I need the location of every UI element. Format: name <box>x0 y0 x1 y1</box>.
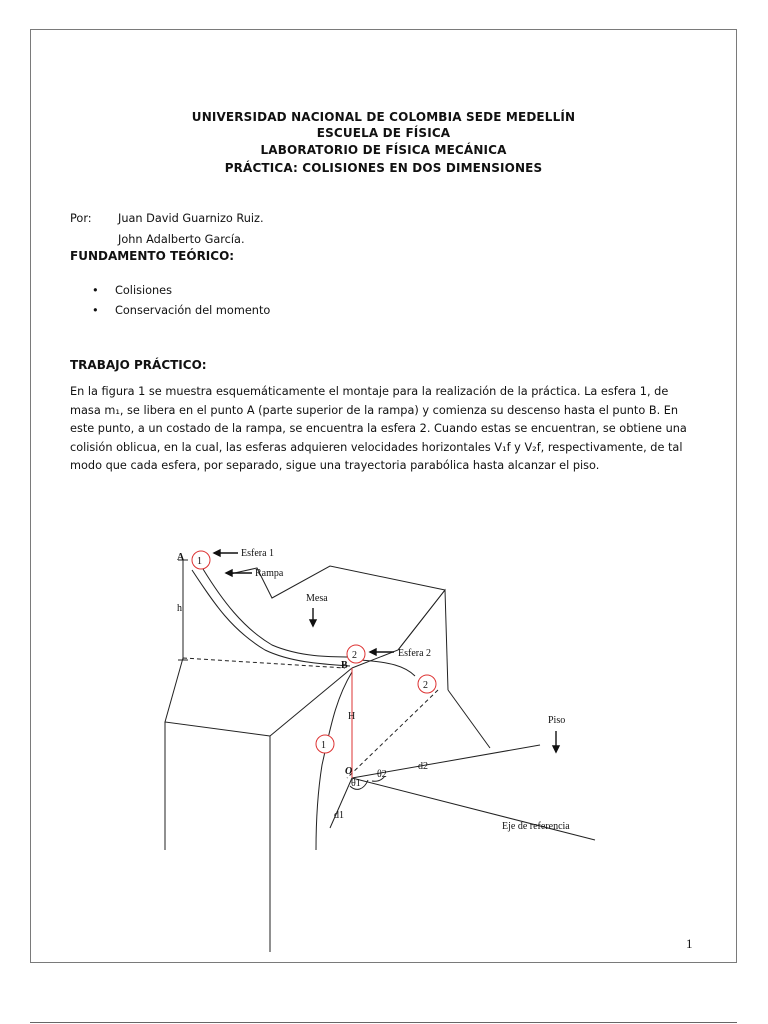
eje-referencia-label: Eje de referencia <box>502 821 570 832</box>
sphere-number-label: 2 <box>423 680 428 691</box>
paragraph-line: masa m₁, se libera en el punto A (parte superior de la rampa) y comienza su descenso hasta el punto B. En <box>70 403 679 417</box>
d2-label: d2 <box>418 761 428 772</box>
bullet-icon: • <box>92 304 99 317</box>
paragraph-line: modo que cada esfera, por separado, sigue una trayectoria parabólica hasta alcanzar el piso. <box>70 459 600 473</box>
bullet-icon: • <box>92 284 99 297</box>
h-label: h <box>177 603 182 614</box>
H-label: H <box>348 711 356 722</box>
header-university: UNIVERSIDAD NACIONAL DE COLOMBIA SEDE MEDELLÍN <box>191 110 576 124</box>
header-lab: LABORATORIO DE FÍSICA MECÁNICA <box>260 143 507 157</box>
rampa-label: Rampa <box>255 568 284 579</box>
author-name: John Adalberto García. <box>118 233 245 246</box>
page-number: 1 <box>686 936 693 951</box>
sphere-number-label: 2 <box>352 650 357 661</box>
section-title-trabajo: TRABAJO PRÁCTICO: <box>70 358 207 372</box>
origin-o-label: O <box>345 766 353 777</box>
bullet-item: Conservación del momento <box>115 304 271 317</box>
header-school: ESCUELA DE FÍSICA <box>316 126 451 140</box>
mesa-label: Mesa <box>306 593 328 604</box>
theta2-label: θ2 <box>377 769 387 780</box>
section-title-fundamento: FUNDAMENTO TEÓRICO: <box>70 249 235 263</box>
point-a-label: A <box>177 552 185 563</box>
esfera2-label: Esfera 2 <box>398 648 432 659</box>
paragraph-line: colisión oblicua, en la cual, las esferas adquieren velocidades horizontales V₁f y V₂f, respectivamente, de tal <box>70 440 683 454</box>
paragraph-line: este punto, a un costado de la rampa, se encuentra la esfera 2. Cuando estas se encuentran, se obtiene una <box>70 422 687 436</box>
bullet-item: Colisiones <box>115 284 173 297</box>
piso-label: Piso <box>548 715 566 726</box>
esfera1-label: Esfera 1 <box>241 548 275 559</box>
authors-label: Por: <box>70 212 92 225</box>
sphere-number-label: 1 <box>197 556 202 567</box>
d1-label: d1 <box>334 810 344 821</box>
sphere-number-label: 1 <box>321 740 326 751</box>
theta1-label: θ1 <box>351 778 361 789</box>
author-name: Juan David Guarnizo Ruiz. <box>118 212 264 225</box>
point-b-label: B <box>341 660 348 671</box>
paragraph-line: En la figura 1 se muestra esquemáticamente el montaje para la realización de la práctica. La esfera 1, de <box>70 385 669 398</box>
header-practice: PRÁCTICA: COLISIONES EN DOS DIMENSIONES <box>224 161 543 175</box>
